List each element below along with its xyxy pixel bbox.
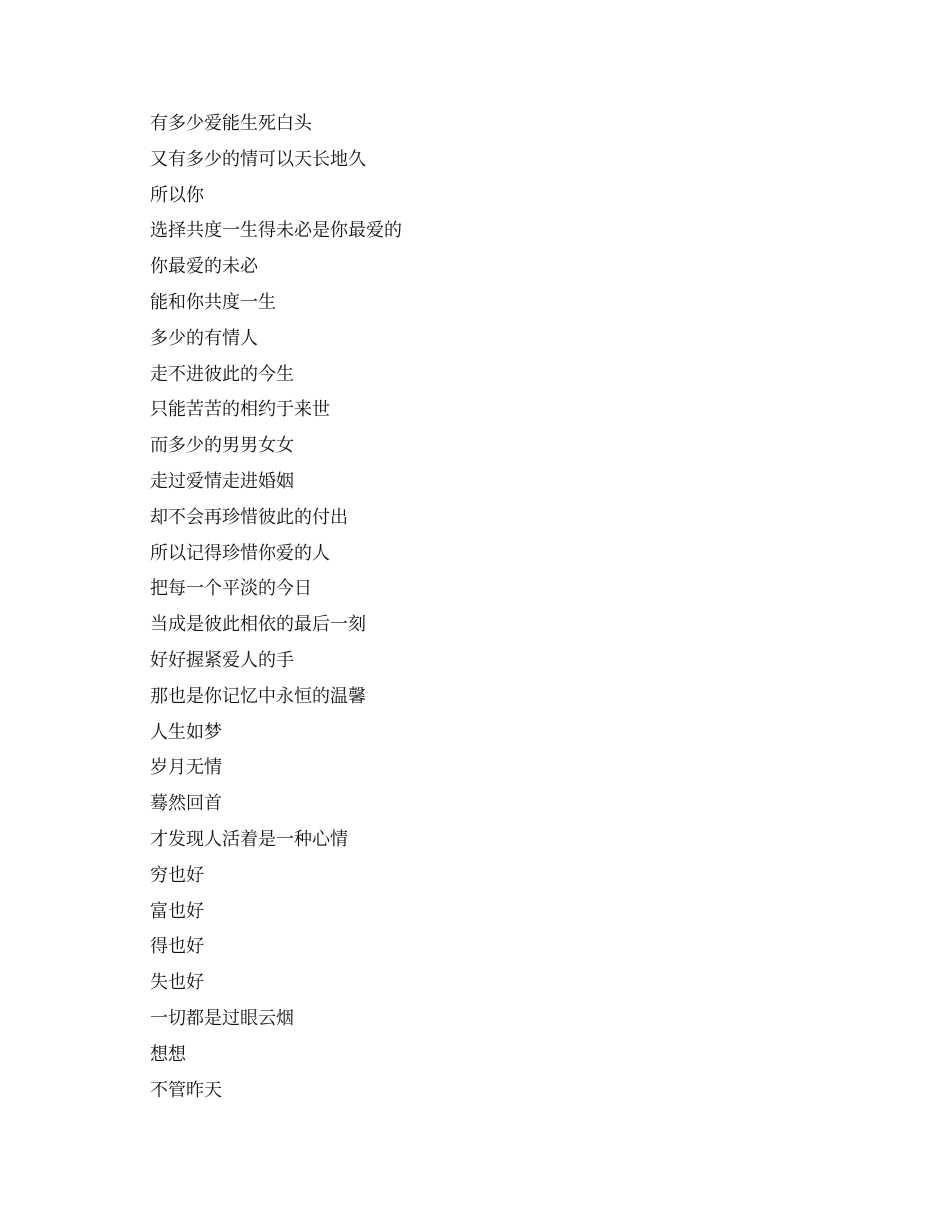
text-line: 把每一个平淡的今日 <box>150 578 312 600</box>
text-line: 而多少的男男女女 <box>150 435 294 457</box>
text-line: 人生如梦 <box>150 721 222 743</box>
text-line: 走不进彼此的今生 <box>150 363 294 385</box>
document-body <box>150 106 800 1108</box>
text-line: 那也是你记忆中永恒的温馨 <box>150 685 366 707</box>
text-line: 只能苦苦的相约于来世 <box>150 399 330 421</box>
text-line: 却不会再珍惜彼此的付出 <box>150 506 348 528</box>
text-line: 当成是彼此相依的最后一刻 <box>150 614 366 636</box>
text-line: 穷也好 <box>150 864 204 886</box>
text-line: 失也好 <box>150 972 204 994</box>
text-line: 所以你 <box>150 184 204 206</box>
text-line: 又有多少的情可以天长地久 <box>150 148 366 170</box>
text-line: 岁月无情 <box>150 757 222 779</box>
text-line: 蓦然回首 <box>150 793 222 815</box>
text-line: 能和你共度一生 <box>150 291 276 313</box>
text-line: 富也好 <box>150 900 204 922</box>
text-line: 一切都是过眼云烟 <box>150 1007 294 1029</box>
text-line: 选择共度一生得未必是你最爱的 <box>150 220 402 242</box>
text-line: 所以记得珍惜你爱的人 <box>150 542 330 564</box>
text-line: 好好握紧爱人的手 <box>150 649 294 671</box>
text-line: 不管昨天 <box>150 1079 222 1101</box>
text-line: 才发现人活着是一种心情 <box>150 828 348 850</box>
text-line: 走过爱情走进婚姻 <box>150 470 294 492</box>
text-line: 想想 <box>150 1043 186 1065</box>
text-line: 得也好 <box>150 936 204 958</box>
text-line: 多少的有情人 <box>150 327 258 349</box>
text-line: 有多少爱能生死白头 <box>150 113 312 134</box>
text-line: 你最爱的未必 <box>150 256 258 278</box>
